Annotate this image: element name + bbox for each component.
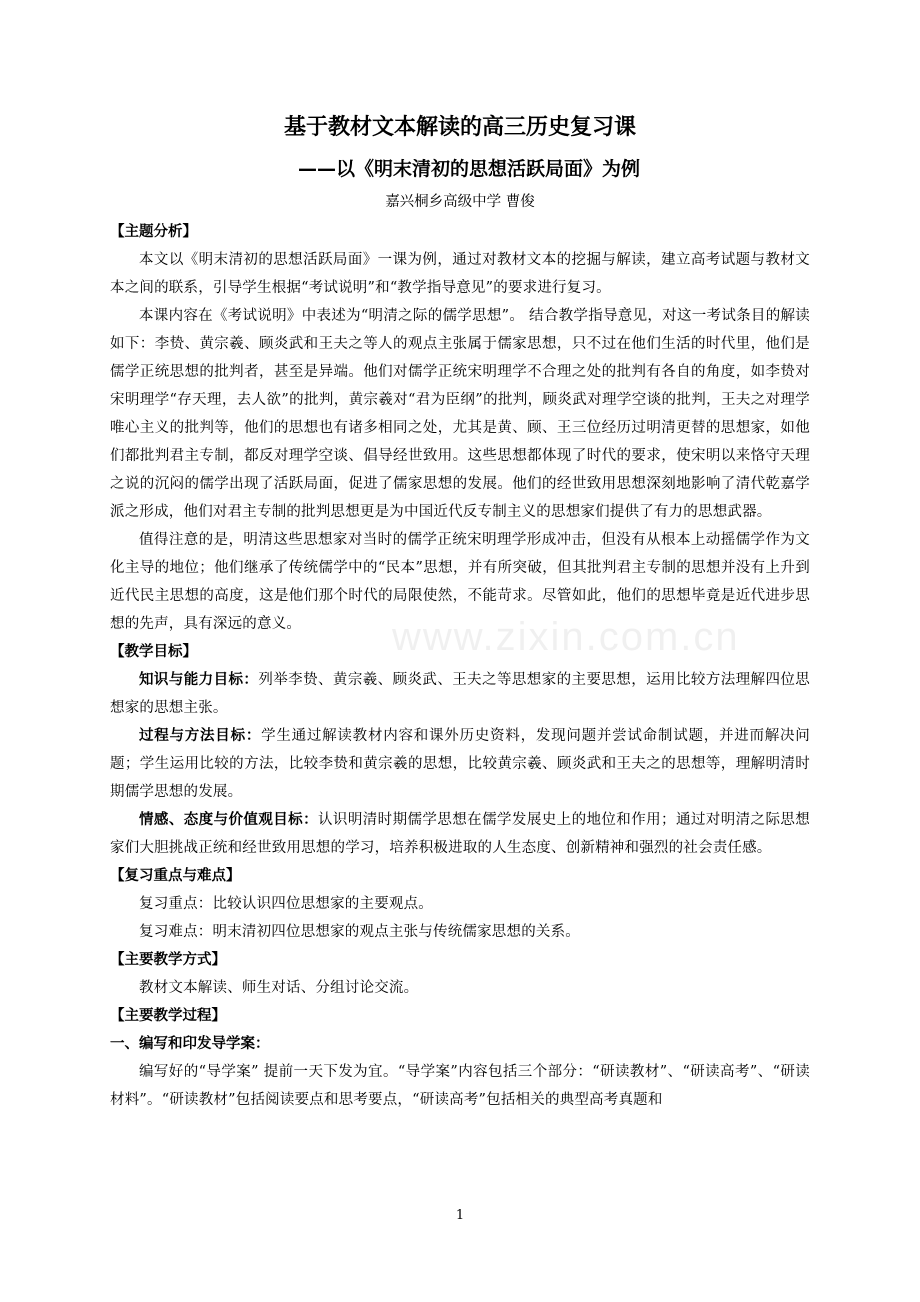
document-title: 基于教材文本解读的高三历史复习课 xyxy=(283,115,636,140)
methods-text: 教材文本解读、师生对话、分组讨论交流。 xyxy=(139,980,419,996)
process-paragraph-1: 编写好的“导学案” 提前一天下发为宜。“导学案”内容包括三个部分：“研读教材”、“研读高考”、“研读材料”。“研读教材”包括阅读要点和思考要点，“研读高考”包括相关的典型高考真题和 xyxy=(110,1064,810,1108)
goal-method-text: 学生通过解读教材内容和课外历史资料，发现问题并尝试命制试题，并进而解决问题；学生运用比较的方法，比较李贽和黄宗羲的思想，比较黄宗羲、顾炎武和王夫之的思想等，理解明清时期儒学思想的发展。 xyxy=(110,728,810,800)
goal-emotion xyxy=(110,806,810,862)
goal-knowledge-text: 列举李贽、黄宗羲、顾炎武、王夫之等思想家的主要思想，运用比较方法理解四位思想家的思想主张。 xyxy=(110,672,810,716)
goal-knowledge-lead: 知识与能力目标： xyxy=(139,672,259,688)
process-step-1: 一、编写和印发导学案： xyxy=(110,1036,270,1052)
watermark: www.zixin.com.cn xyxy=(392,615,740,659)
focus-key: 复习重点：比较认识四位思想家的主要观点。 xyxy=(139,896,433,912)
focus-difficult: 复习难点：明末清初四位思想家的观点主张与传统儒家思想的关系。 xyxy=(139,924,580,940)
heading-process: 【主要教学过程】 xyxy=(110,1008,226,1024)
goal-method-lead: 过程与方法目标： xyxy=(139,728,262,744)
heading-goals: 【教学目标】 xyxy=(110,644,197,660)
goal-emotion-text: 认识明清时期儒学思想在儒学发展史上的地位和作用；通过对明清之际思想家们大胆挑战正统和经世致用思想的学习，培养积极进取的人生态度、创新精神和强烈的社会责任感。 xyxy=(110,812,810,856)
heading-focus: 【复习重点与难点】 xyxy=(110,868,241,884)
heading-theme: 【主题分析】 xyxy=(110,224,197,240)
author-line: 嘉兴桐乡高级中学 曹俊 xyxy=(385,194,535,210)
goal-emotion-lead: 情感、态度与价值观目标： xyxy=(139,812,318,828)
document-page xyxy=(110,112,810,1114)
theme-paragraph-3: 值得注意的是，明清这些思想家对当时的儒学正统宋明理学形成冲击，但没有从根本上动摇儒学作为文化主导的地位；他们继承了传统儒学中的“民本”思想，并有所突破，但其批判君主专制的思想并没有上升到近代民主思想的高度，这是他们那个时代的局限使然，不能苛求。尽管如此，他们的思想毕竟是近代进步思想的先声，具有深远的意义。 xyxy=(110,532,810,632)
theme-paragraph-1: 本文以《明末清初的思想活跃局面》一课为例，通过对教材文本的挖掘与解读，建立高考试题与教材文本之间的联系，引导学生根据“考试说明”和“教学指导意见”的要求进行复习。 xyxy=(110,252,810,296)
goal-method xyxy=(110,722,810,806)
theme-paragraph-2: 本课内容在《考试说明》中表述为“明清之际的儒学思想”。 结合教学指导意见，对这一考试条目的解读如下：李贽、黄宗羲、顾炎武和王夫之等人的观点主张属于儒家思想，只不过在他们生活的时代里，他们是儒学正统思想的批判者，甚至是异端。他们对儒学正统宋明理学不合理之处的批判有各自的角度，如李贽对宋明理学“存天理，去人欲”的批判，黄宗羲对“君为臣纲”的批判，顾炎武对理学空谈的批判，王夫之对理学唯心主义的批判等，他们的思想也有诸多相同之处，尤其是黄、顾、王三位经历过明清更替的思想家，如他们都批判君主专制，都反对理学空谈、倡导经世致用。这些思想都体现了时代的要求，使宋明以来恪守天理之说的沉闷的儒学出现了活跃局面，促进了儒家思想的发展。他们的经世致用思想深刻地影响了清代乾嘉学派之形成，他们对君主专制的批判思想更是为中国近代反专制主义的思想家们提供了有力的思想武器。 xyxy=(110,308,810,520)
page-number: 1 xyxy=(455,1208,465,1223)
document-subtitle: ——以《明末清初的思想活跃局面》为例 xyxy=(297,158,640,180)
heading-methods: 【主要教学方式】 xyxy=(110,952,226,968)
goal-knowledge xyxy=(110,666,810,722)
